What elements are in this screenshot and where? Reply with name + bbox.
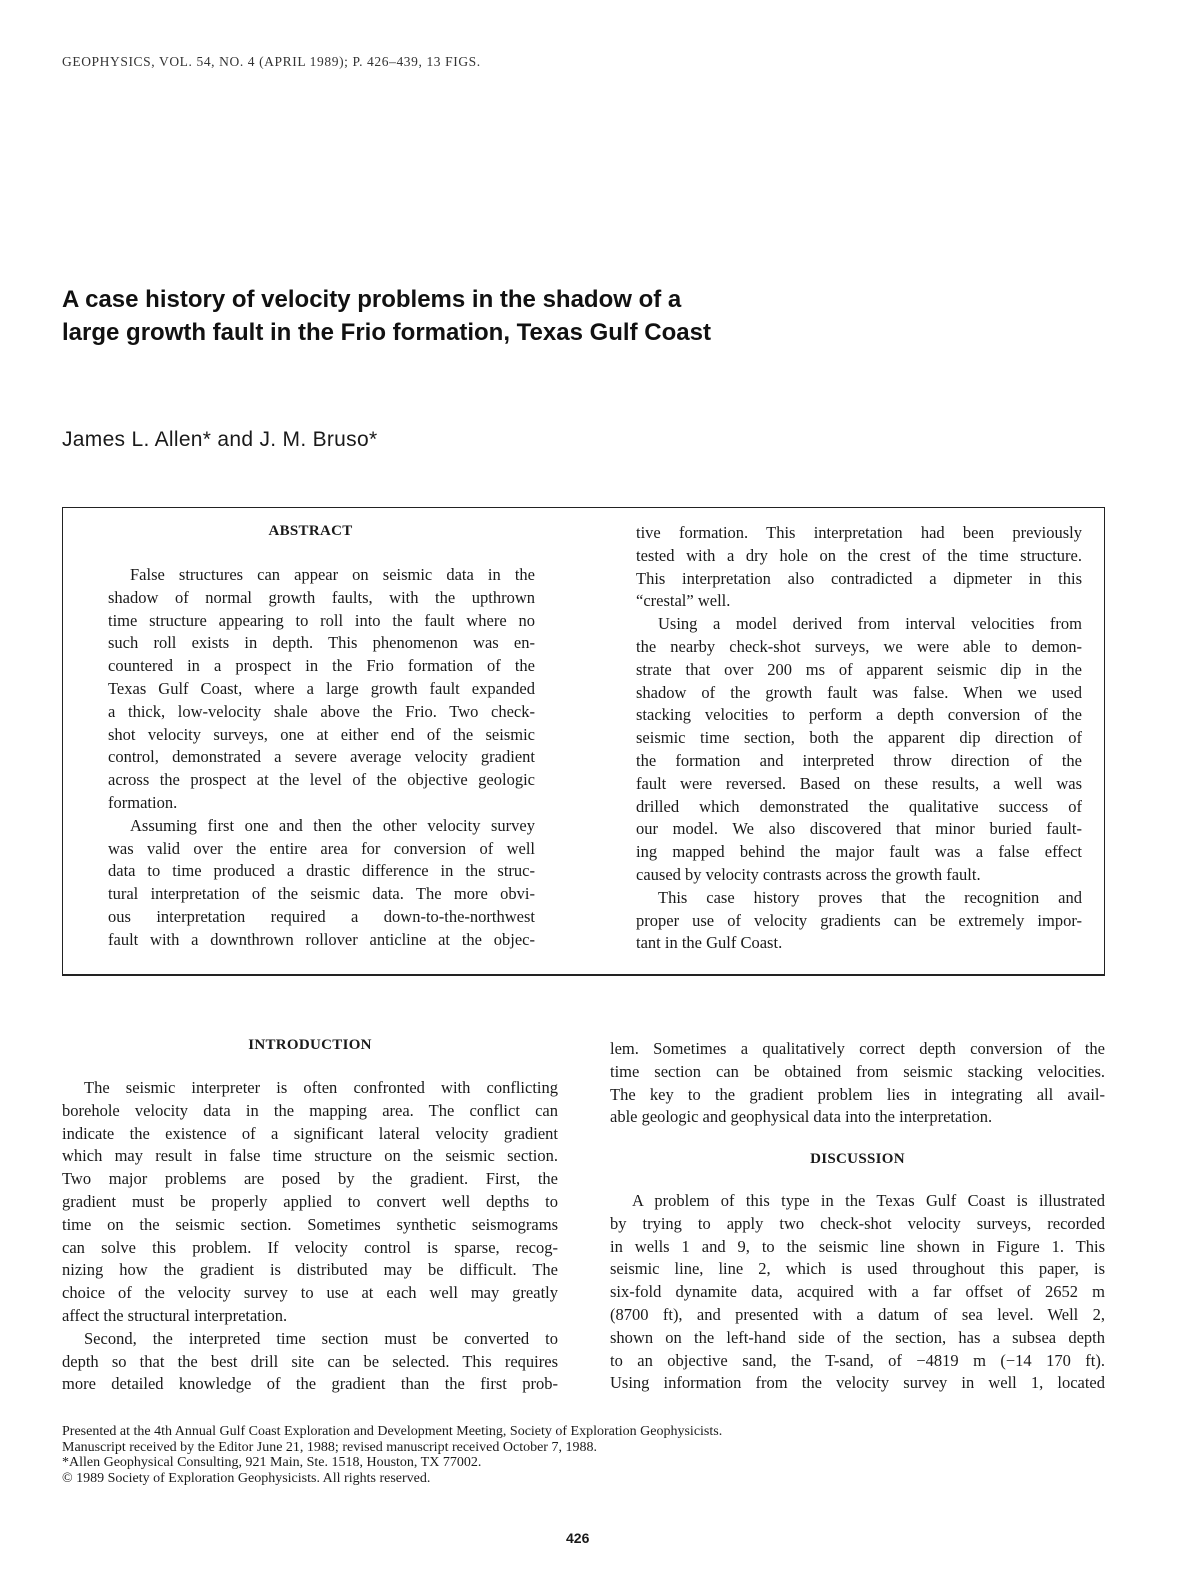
- text-line: control, demonstrated a severe average velocity gradient: [108, 747, 535, 767]
- text-line: drilled which demonstrated the qualitative success of: [636, 796, 1082, 816]
- text-line: able geologic and geophysical data into the interpretation.: [610, 1107, 993, 1127]
- text-line: tural interpretation of the seismic data. The more obvi-: [108, 884, 535, 904]
- text-line: nizing how the gradient is distributed may be difficult. The: [62, 1260, 558, 1280]
- text-line: time on the seismic section. Sometimes synthetic seismograms: [62, 1214, 558, 1234]
- text-line: time section can be obtained from seismic stacking velocities.: [610, 1061, 1105, 1081]
- page-number: 426: [566, 1530, 590, 1546]
- running-head: GEOPHYSICS, VOL. 54, NO. 4 (APRIL 1989); P. 426–439, 13 FIGS.: [62, 54, 481, 69]
- text-line: shadow of normal growth faults, with the upthrown: [108, 587, 535, 607]
- abstract-left-column: [108, 564, 535, 952]
- text-line: Assuming first one and then the other velocity survey: [130, 815, 535, 835]
- text-line: The key to the gradient problem lies in integrating all avail-: [610, 1084, 1105, 1104]
- text-line: in wells 1 and 9, to the seismic line shown in Figure 1. This: [610, 1236, 1105, 1256]
- text-line: Second, the interpreted time section must be converted to: [84, 1328, 558, 1348]
- text-line: choice of the velocity survey to use at each well may greatly: [62, 1283, 558, 1303]
- text-line: strate that over 200 ms of apparent seismic dip in the: [636, 659, 1082, 679]
- text-line: lem. Sometimes a qualitatively correct depth conversion of the: [610, 1039, 1105, 1058]
- text-line: depth so that the best drill site can be selected. This requires: [62, 1351, 558, 1371]
- text-line: indicate the existence of a significant lateral velocity gradient: [62, 1123, 558, 1143]
- text-line: more detailed knowledge of the gradient than the first prob-: [62, 1374, 558, 1394]
- text-line: seismic time section, both the apparent dip direction of: [636, 728, 1082, 748]
- text-line: which may result in false time structure on the seismic section.: [62, 1146, 558, 1166]
- text-line: caused by velocity contrasts across the growth fault.: [636, 864, 981, 884]
- text-line: formation.: [108, 792, 178, 812]
- text-line: fault were reversed. Based on these results, a well was: [636, 773, 1082, 793]
- introduction-continuation: [610, 1038, 1105, 1129]
- discussion-column: [610, 1190, 1105, 1395]
- introduction-heading: INTRODUCTION: [248, 1037, 372, 1053]
- discussion-heading: DISCUSSION: [810, 1151, 905, 1167]
- text-line: Texas Gulf Coast, where a large growth fault expanded: [108, 678, 535, 698]
- text-line: to an objective sand, the T-sand, of −4819 m (−14 170 ft).: [610, 1350, 1105, 1370]
- text-line: A problem of this type in the Texas Gulf Coast is illustrated: [632, 1191, 1105, 1210]
- text-line: by trying to apply two check-shot velocity surveys, recorded: [610, 1213, 1105, 1233]
- text-line: stacking velocities to perform a depth conversion of the: [636, 705, 1082, 725]
- text-line: six-fold dynamite data, acquired with a far offset of 2652 m: [610, 1282, 1105, 1302]
- text-line: across the prospect at the level of the objective geologic: [108, 770, 535, 790]
- authors: James L. Allen* and J. M. Bruso*: [62, 428, 378, 451]
- text-line: our model. We also discovered that minor buried fault-: [636, 819, 1082, 839]
- text-line: shown on the left-hand side of the section, has a subsea depth: [610, 1327, 1105, 1347]
- text-line: False structures can appear on seismic data in the: [130, 565, 535, 584]
- text-line: countered in a prospect in the Frio formation of the: [108, 656, 535, 676]
- footnote-copyright: © 1989 Society of Exploration Geophysicists. All rights reserved.: [62, 1470, 431, 1486]
- abstract-heading: ABSTRACT: [268, 523, 353, 539]
- text-line: This interpretation also contradicted a dipmeter in this: [636, 568, 1082, 588]
- text-line: shot velocity surveys, one at either end of the seismic: [108, 724, 535, 744]
- text-line: gradient must be properly applied to convert well depths to: [62, 1191, 558, 1211]
- text-line: borehole velocity data in the mapping area. The conflict can: [62, 1100, 558, 1120]
- text-line: the formation and interpreted throw direction of the: [636, 750, 1082, 770]
- text-line: ing mapped behind the major fault was a false effect: [636, 842, 1082, 862]
- abstract-right-column: [636, 522, 1082, 955]
- paper-title-line-2: large growth fault in the Frio formation, Texas Gulf Coast: [62, 319, 711, 346]
- text-line: Using information from the velocity survey in well 1, located: [610, 1373, 1105, 1393]
- introduction-column: [62, 1077, 558, 1396]
- footnotes: [62, 1424, 722, 1486]
- text-line: “crestal” well.: [636, 591, 731, 611]
- text-line: This case history proves that the recognition and: [658, 887, 1082, 907]
- text-line: seismic line, line 2, which is used throughout this paper, is: [610, 1259, 1105, 1279]
- text-line: (8700 ft), and presented with a datum of sea level. Well 2,: [610, 1304, 1105, 1324]
- text-line: data to time produced a drastic difference in the struc-: [108, 861, 535, 881]
- text-line: was valid over the entire area for conversion of well: [108, 838, 535, 858]
- text-line: ous interpretation required a down-to-the-northwest: [108, 906, 535, 926]
- text-line: the nearby check-shot surveys, we were able to demon-: [636, 636, 1082, 656]
- text-line: time structure appearing to roll into the fault where no: [108, 610, 535, 630]
- text-line: such roll exists in depth. This phenomenon was en-: [108, 633, 535, 653]
- footnote-manuscript: Manuscript received by the Editor June 21, 1988; revised manuscript received October 7, 1988.: [62, 1439, 597, 1455]
- text-line: tive formation. This interpretation had been previously: [636, 523, 1082, 542]
- text-line: proper use of velocity gradients can be extremely impor-: [636, 910, 1082, 930]
- text-line: can solve this problem. If velocity control is sparse, recog-: [62, 1237, 558, 1257]
- text-line: Two major problems are posed by the gradient. First, the: [62, 1169, 558, 1189]
- text-line: a thick, low-velocity shale above the Frio. Two check-: [108, 701, 535, 721]
- text-line: tested with a dry hole on the crest of the time structure.: [636, 545, 1082, 565]
- text-line: tant in the Gulf Coast.: [636, 933, 783, 953]
- footnote-presented: Presented at the 4th Annual Gulf Coast Exploration and Development Meeting, Society of Exploration Geophysicists.: [62, 1424, 723, 1439]
- footnote-affiliation: *Allen Geophysical Consulting, 921 Main, Ste. 1518, Houston, TX 77002.: [62, 1455, 482, 1470]
- paper-title-line-1: A case history of velocity problems in the shadow of a: [62, 286, 682, 313]
- text-line: The seismic interpreter is often confronted with conflicting: [84, 1078, 558, 1097]
- text-line: fault with a downthrown rollover anticline at the objec-: [108, 929, 535, 949]
- text-line: Using a model derived from interval velocities from: [658, 614, 1082, 634]
- text-line: shadow of the growth fault was false. When we used: [636, 682, 1082, 702]
- text-line: affect the structural interpretation.: [62, 1305, 288, 1325]
